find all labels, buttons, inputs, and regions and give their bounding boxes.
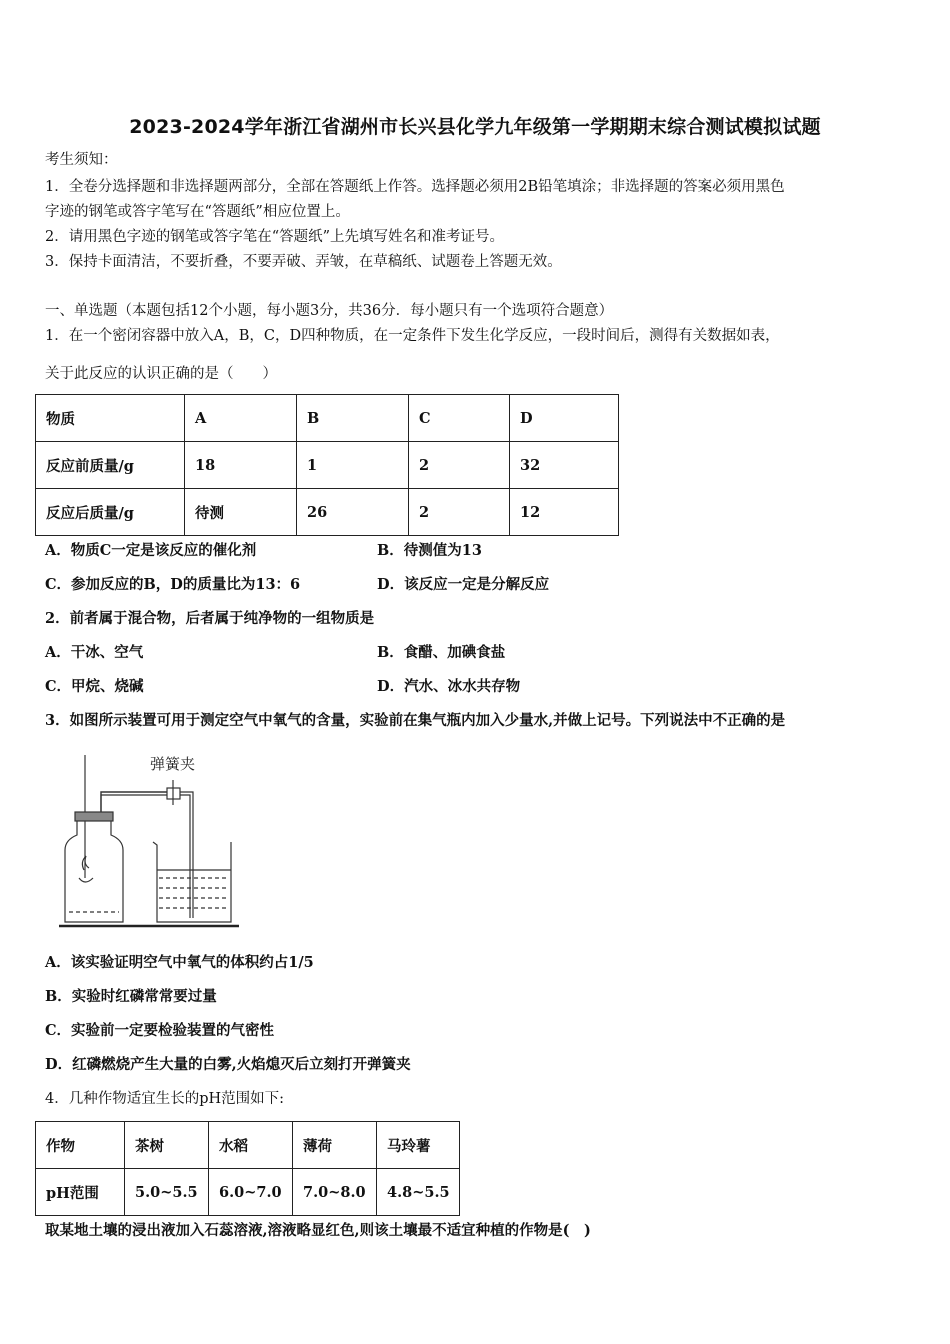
table-row [36,489,619,536]
table-cell: 12 [510,489,619,536]
q1-option-c: C．参加反应的B，D的质量比为13：6 [45,576,301,593]
table-cell: 32 [510,442,619,489]
table-cell: 水稻 [209,1122,293,1169]
table-row [36,395,619,442]
oxygen-apparatus-figure [55,750,245,934]
q3-option-a: A．该实验证明空气中氧气的体积约占1/5 [45,954,314,971]
table-cell: 反应前质量/g [36,442,185,489]
q2-option-c: C．甲烷、烧碱 [45,678,144,695]
q1-stem: 1．在一个密闭容器中放入A，B，C，D四种物质，在一定条件下发生化学反应，一段时间后，测得有关数据如表， [45,328,780,344]
notice-item: 2．请用黑色字迹的钢笔或答字笔在“答题纸”上先填写姓名和准考证号。 [45,229,505,245]
table-cell: B [297,395,409,442]
spring-clip-label: 弹簧夹 [150,755,196,773]
table-cell: 2 [409,442,510,489]
notice-item: 3．保持卡面清洁，不要折叠，不要弄破、弄皱，在草稿纸、试题卷上答题无效。 [45,254,562,270]
table-cell: 物质 [36,395,185,442]
q2-option-d: D．汽水、冰水共存物 [377,678,521,695]
table-cell: 作物 [36,1122,125,1169]
table-row [36,442,619,489]
table-cell: 2 [409,489,510,536]
q3-option-c: C．实验前一定要检验装置的气密性 [45,1022,275,1039]
table-cell: 反应后质量/g [36,489,185,536]
q4-ph-table [35,1121,460,1216]
q1-data-table [35,394,619,536]
table-cell: 26 [297,489,409,536]
q2-option-a: A．干冰、空气 [45,644,144,661]
table-cell: 1 [297,442,409,489]
q3-option-d: D．红磷燃烧产生大量的白雾,火焰熄灭后立刻打开弹簧夹 [45,1056,411,1073]
table-cell: 马玲薯 [377,1122,460,1169]
table-cell: 薄荷 [293,1122,377,1169]
notice-item: 1．全卷分选择题和非选择题两部分，全部在答题纸上作答。选择题必须用2B铅笔填涂；非选择题的答案必须用黑色 [45,179,785,195]
table-row [36,1169,460,1216]
q3-stem: 3．如图所示装置可用于测定空气中氧气的含量，实验前在集气瓶内加入少量水,并做上记号。下列说法中不正确的是 [45,712,786,729]
q2-option-b: B．食醋、加碘食盐 [377,644,506,661]
table-cell: A [185,395,297,442]
q2-stem: 2．前者属于混合物，后者属于纯净物的一组物质是 [45,610,375,627]
table-cell: C [409,395,510,442]
table-cell: 18 [185,442,297,489]
notice-heading: 考生须知： [45,152,118,168]
q1-stem-cont: 关于此反应的认识正确的是（ ） [45,366,277,382]
table-cell: 4.8~5.5 [377,1169,460,1216]
q4-stem: 4．几种作物适宜生长的pH范围如下: [45,1091,285,1107]
q1-option-d: D．该反应一定是分解反应 [377,576,550,593]
page-title: 2023-2024学年浙江省湖州市长兴县化学九年级第一学期期末综合测试模拟试题 [129,116,821,138]
table-cell: 5.0~5.5 [125,1169,209,1216]
q1-option-b: B．待测值为13 [377,542,482,559]
table-cell: 茶树 [125,1122,209,1169]
table-cell: 6.0~7.0 [209,1169,293,1216]
table-cell: 待测 [185,489,297,536]
section-heading: 一、单选题（本题包括12个小题，每小题3分，共36分．每小题只有一个选项符合题意） [45,303,614,319]
table-cell: D [510,395,619,442]
q3-option-b: B．实验时红磷常常要过量 [45,988,217,1005]
table-row [36,1122,460,1169]
table-cell: pH范围 [36,1169,125,1216]
q1-option-a: A．物质C一定是该反应的催化剂 [45,542,257,559]
notice-item: 字迹的钢笔或答字笔写在“答题纸”相应位置上。 [45,204,350,220]
q4-followup: 取某地土壤的浸出液加入石蕊溶液,溶液略显红色,则该土壤最不适宜种植的作物是( ) [45,1222,591,1239]
table-cell: 7.0~8.0 [293,1169,377,1216]
